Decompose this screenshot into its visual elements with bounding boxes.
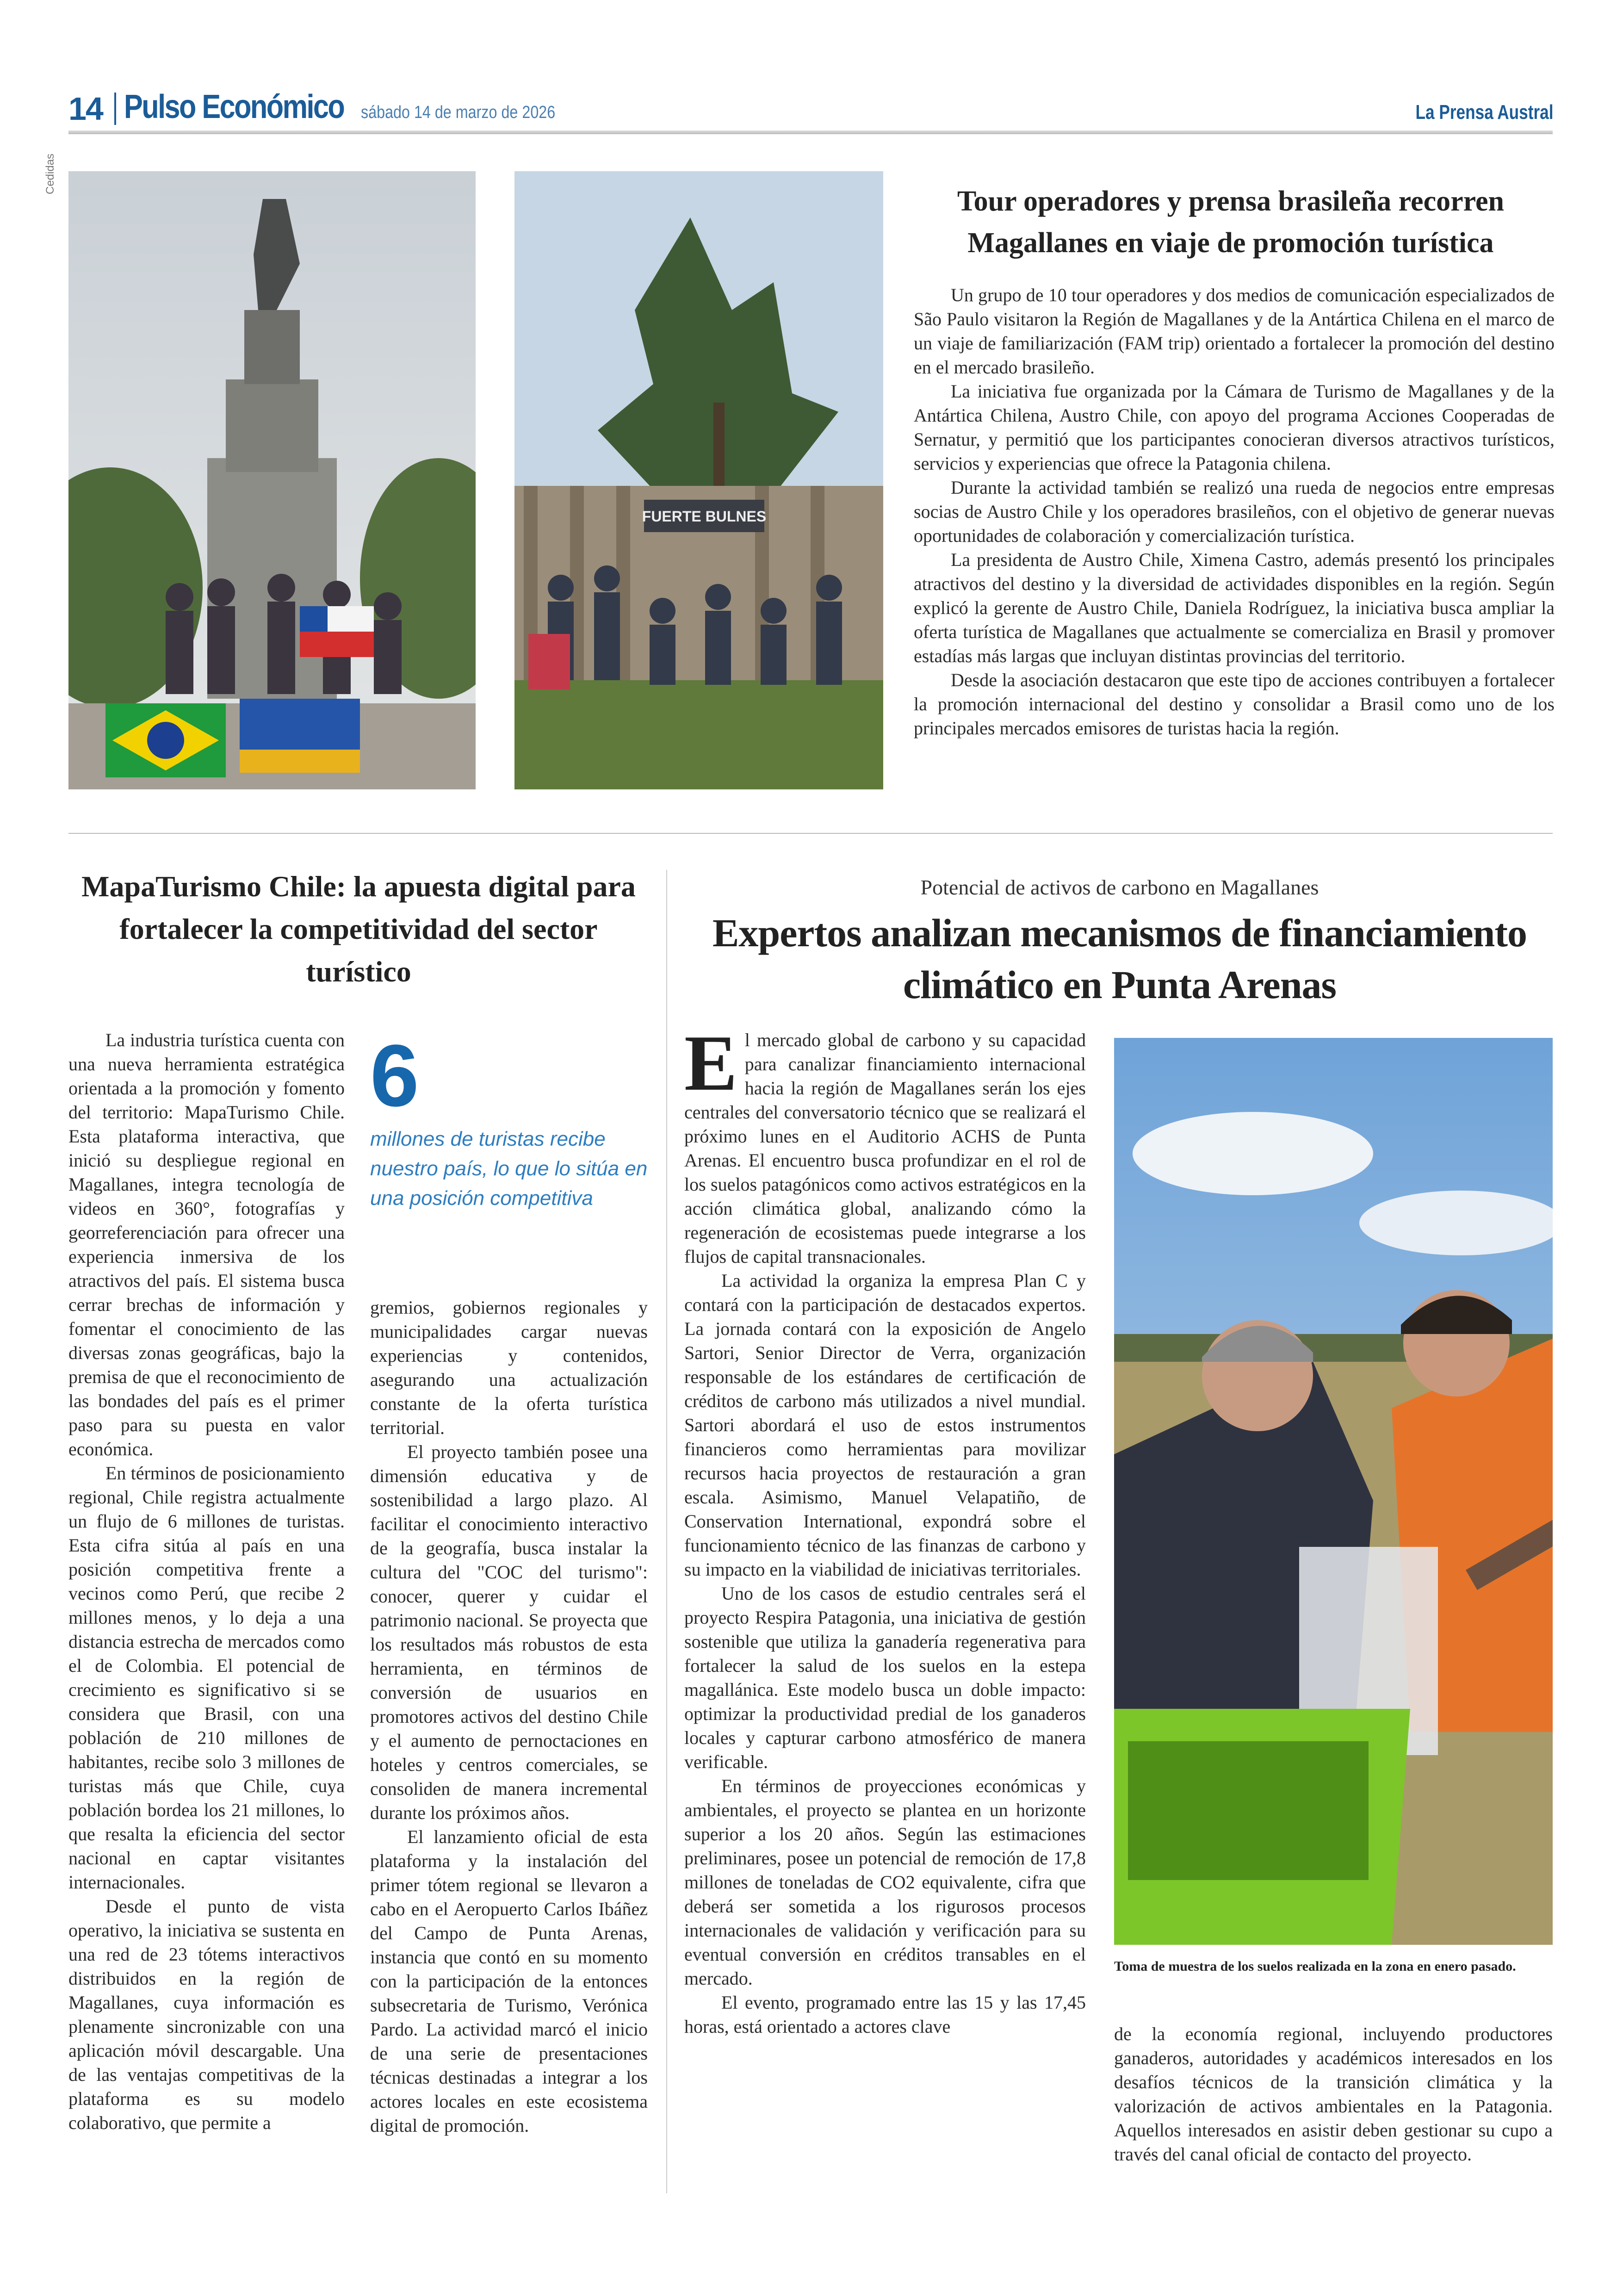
column-divider xyxy=(666,870,667,2193)
pull-quote-number: 6 xyxy=(370,1027,419,1125)
photo-soil-sampling xyxy=(1114,1038,1553,1945)
paragraph: La presidenta de Austro Chile, Ximena Castro, además presentó los principales atractivos del destino y la diversidad de actividades disponibles en la región. Según explicó la gerente de Austro Chile, Daniela Rodríguez, la iniciativa busca ampliar la oferta turística de Magallanes que actualmente se comercializa en Brasil y promover estadías más largas que incluyan distintas provincias del territorio. xyxy=(914,549,1555,666)
paragraph: La industria turística cuenta con una nueva herramienta estratégica orientada a la promoción y fomento del territorio: MapaTurismo Chile. Esta plataforma interactiva, que inició su despliegue regional en Magallanes, integra tecnología de videos en 360°, fotografías y georreferenciación para ofrecer una experiencia inmersiva de los atractivos del país. El sistema busca cerrar brechas de información y fomentar el conocimiento de las diversas zonas geográficas, bajo la premisa de que el reconocimiento de las bondades del país es el primer paso para su puesta en valor económica. xyxy=(68,1030,345,1459)
pull-quote-text: millones de turistas recibe nuestro país, lo que lo sitúa en una posición competitiva xyxy=(370,1128,648,1210)
left-article-col1 xyxy=(68,1028,345,2194)
paragraph: El proyecto también posee una dimensión educativa y de sostenibilidad a largo plazo. Al facilitar el conocimiento interactivo de la geografía, busca instalar la cultura del "COC del turismo": conocer, querer y cuidar el patrimonio nacional. Se proyecta que los resultados más robustos de esta herramienta, en términos de conversión de usuarios en promotores activos del destino Chile y el aumento de pernoctaciones en hoteles y centros comerciales, se consoliden de manera incremental durante los próximos años. xyxy=(370,1441,648,1823)
photo-monument-group xyxy=(68,171,476,789)
paragraph: El evento, programado entre las 15 y las 17,45 horas, está orientado a actores clave xyxy=(684,1992,1086,2037)
paragraph: Un grupo de 10 tour operadores y dos medios de comunicación especializados de São Paulo visitaron la Región de Magallanes y de la Antártica Chilena en el marco de un viaje de familiarización (FAM trip) orientado a fortalecer la promoción del destino en el mercado brasileño. xyxy=(914,285,1555,378)
paragraph xyxy=(684,1028,1086,1269)
left-article-title: MapaTurismo Chile: la apuesta digital para fortalecer la competitividad del sector turístico xyxy=(81,870,636,988)
header-rule xyxy=(68,130,1553,134)
paragraph: Desde el punto de vista operativo, la iniciativa se sustenta en una red de 23 tótems interactivos distribuidos en la región de Magallanes, cuya información es plenamente sincronizable con una aplicación móvil descargable. Una de las ventajas competitivas de la plataforma es su modelo colaborativo, que permite a xyxy=(68,1896,345,2133)
issue-date: sábado 14 de marzo de 2026 xyxy=(361,103,556,122)
photo-credit: Cedidas xyxy=(44,153,56,194)
paragraph: El lanzamiento oficial de esta plataforma y la instalación del primer tótem regional se llevaron a cabo en el Aeropuerto Carlos Ibáñez del Campo de Punta Arenas, instancia que contó en su momento con la participación de la entonces subsecretaria de Turismo, Verónica Pardo. La actividad marcó el inicio de una serie de presentaciones técnicas destinadas a integrar a los actores locales en este ecosistema digital de promoción. xyxy=(370,1826,648,2136)
drop-cap: E xyxy=(684,1028,737,1107)
paragraph-text: l mercado global de carbono y su capacidad para canalizar financiamiento internacional hacia la región de Magallanes serán los ejes centrales del conversatorio técnico que se realizará el próximo lunes en el Auditorio ACHS de Punta Arenas. El encuentro busca profundizar en el rol de los suelos patagónicos como activos estratégicos en la acción climática global, analizando cómo la regeneración de ecosistemas puede integrarse a los flujos de capital transnacionales. xyxy=(684,1030,1086,1267)
paragraph: Desde la asociación destacaron que este tipo de acciones contribuyen a fortalecer la promoción internacional del destino y consolidar a Brasil como uno de los principales mercados emisores de turistas hacia la región. xyxy=(914,670,1555,738)
header-divider xyxy=(114,93,116,125)
right-article-col1 xyxy=(684,1028,1086,2194)
paragraph: La iniciativa fue organizada por la Cámara de Turismo de Magallanes y de la Antártica Chilena, Austro Chile, con apoyo del programa Acciones Cooperadas de Sernatur, y permitió que los participantes conocieran diversos atractivos turísticos, servicios y experiencias que ofrece la Patagonia chilena. xyxy=(914,381,1555,474)
top-article-title: Tour operadores y prensa brasileña recorren Magallanes en viaje de promoción turística xyxy=(957,186,1505,259)
photo-fuerte-bulnes-group xyxy=(514,171,883,789)
paragraph: En términos de proyecciones económicas y ambientales, el proyecto se plantea en un horizonte superior a los 20 años. Según las estimaciones preliminares, posee un potencial de remoción de 17,8 millones de toneladas de CO2 equivalente, cifra que deberá ser sometida a los rigurosos procesos internacionales de validación y verificación para su eventual conversión en créditos transables en el mercado. xyxy=(684,1775,1086,1989)
section-divider xyxy=(68,833,1553,834)
top-article-body xyxy=(914,283,1555,792)
right-article-kicker: Potencial de activos de carbono en Magallanes xyxy=(920,875,1319,899)
paragraph: Uno de los casos de estudio centrales será el proyecto Respira Patagonia, una iniciativa de gestión sostenible que utiliza la ganadería regenerativa para fortalecer la salud de los suelos en la estepa magallánica. Este modelo busca un doble impacto: optimizar la productividad predial de los ganaderos locales y capturar carbono atmosférico de manera verificable. xyxy=(684,1583,1086,1772)
page-number: 14 xyxy=(68,91,103,127)
photo-caption: Toma de muestra de los suelos realizada en la zona en enero pasado. xyxy=(1114,1959,1516,1974)
paragraph: Durante la actividad también se realizó una rueda de negocios entre empresas socias de Austro Chile y los operadores brasileños, con el objetivo de generar nuevas oportunidades de colaboración y comercialización turística. xyxy=(914,477,1555,546)
right-article-title: Expertos analizan mecanismos de financiamiento climático en Punta Arenas xyxy=(712,911,1527,1007)
paragraph: La actividad la organiza la empresa Plan C y contará con la participación de destacados expertos. La jornada contará con la exposición de Angelo Sartori, Senior Director de Verra, organización responsable de los estándares de certificación de créditos de carbono más utilizados a nivel mundial. Sartori abordará el uso de estos instrumentos financieros como herramientas para movilizar recursos hacia proyectos de restauración a gran escala. Asimismo, Manuel Velapatiño, de Conservation International, expondrá sobre el funcionamiento técnico de las finanzas de carbono y su impacto en la viabilidad de iniciativas territoriales. xyxy=(684,1270,1086,1580)
newspaper-name: La Prensa Austral xyxy=(1415,101,1554,124)
paragraph: de la economía regional, incluyendo productores ganaderos, autoridades y académicos interesados en los desafíos técnicos de la transición climática y la valorización de activos ambientales en la Patagonia. Aquellos interesados en asistir deben gestionar su cupo a través del canal oficial de contacto del proyecto. xyxy=(1114,2023,1553,2165)
section-name: Pulso Económico xyxy=(124,88,344,125)
paragraph: gremios, gobiernos regionales y municipalidades cargar nuevas experiencias y contenidos, asegurando una actualización constante de la oferta turística territorial. xyxy=(370,1297,648,1438)
paragraph: En términos de posicionamiento regional, Chile registra actualmente un flujo de 6 millones de turistas. Esta cifra sitúa al país en una posición competitiva frente a vecinos como Perú, que recibe 2 millones menos, y lo deja a una distancia estrecha de mercados como el de Colombia. El potencial de crecimiento es significativo si se considera que Brasil, con una población de 210 millones de habitantes, recibe solo 3 millones de turistas más que Chile, cuya población bordea los 21 millones, lo que resalta la eficiencia del sector nacional en captar visitantes internacionales. xyxy=(68,1463,345,1893)
fort-sign: FUERTE BULNES xyxy=(642,508,767,525)
right-article-col2 xyxy=(1114,2022,1553,2194)
left-article-col2 xyxy=(370,1296,648,2193)
